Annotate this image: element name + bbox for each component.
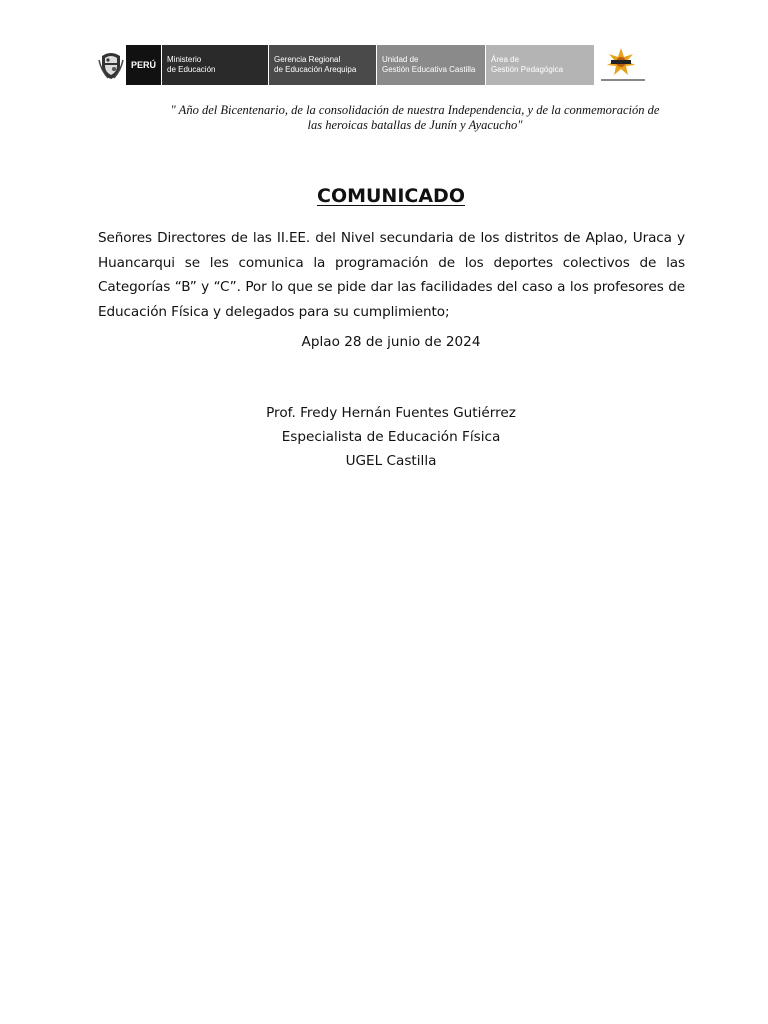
institutional-header (96, 45, 649, 85)
document-title: COMUNICADO (317, 185, 465, 207)
gerencia-line1: Gerencia Regional (274, 55, 341, 64)
peru-label (126, 45, 161, 85)
gerencia-line2: de Educación Arequipa (274, 65, 357, 74)
gerencia-block (269, 45, 376, 85)
area-line2: Gestión Pedagógica (491, 65, 564, 74)
unidad-block (377, 45, 485, 85)
ministerio-line1: Ministerio (167, 55, 202, 64)
peru-text: PERÚ (131, 60, 157, 70)
year-motto (120, 103, 710, 133)
signer-office: UGEL Castilla (345, 453, 437, 469)
area-line1: Área de (491, 55, 520, 64)
unidad-line2: Gestión Educativa Castilla (382, 65, 476, 74)
signer-name: Prof. Fredy Hernán Fuentes Gutiérrez (266, 405, 516, 421)
document-body: Señores Directores de las II.EE. del Nivel secundaria de los distritos de Aplao, Uraca y Huancarqui se les comunica la programación de los deportes colectivos de las Categorías “B” y “C”. Por lo que se pide dar las facilidades del caso a los profesores de Educación Física y delegados para su cumplimiento; (98, 230, 685, 320)
ministerio-block (162, 45, 268, 85)
signer-role: Especialista de Educación Física (281, 429, 501, 445)
national-seal-icon (96, 45, 125, 85)
ministerio-line2: de Educación (167, 65, 216, 74)
motto-line1: " Año del Bicentenario, de la consolidación de nuestra Independencia, y de la conmemoración de (170, 103, 660, 117)
document-date: Aplao 28 de junio de 2024 (301, 334, 481, 350)
regional-government-logo-icon (597, 45, 649, 85)
unidad-line1: Unidad de (382, 55, 419, 64)
signature-block (0, 401, 768, 473)
area-block (486, 45, 594, 85)
motto-line2: las heroicas batallas de Junín y Ayacucho" (307, 118, 523, 132)
